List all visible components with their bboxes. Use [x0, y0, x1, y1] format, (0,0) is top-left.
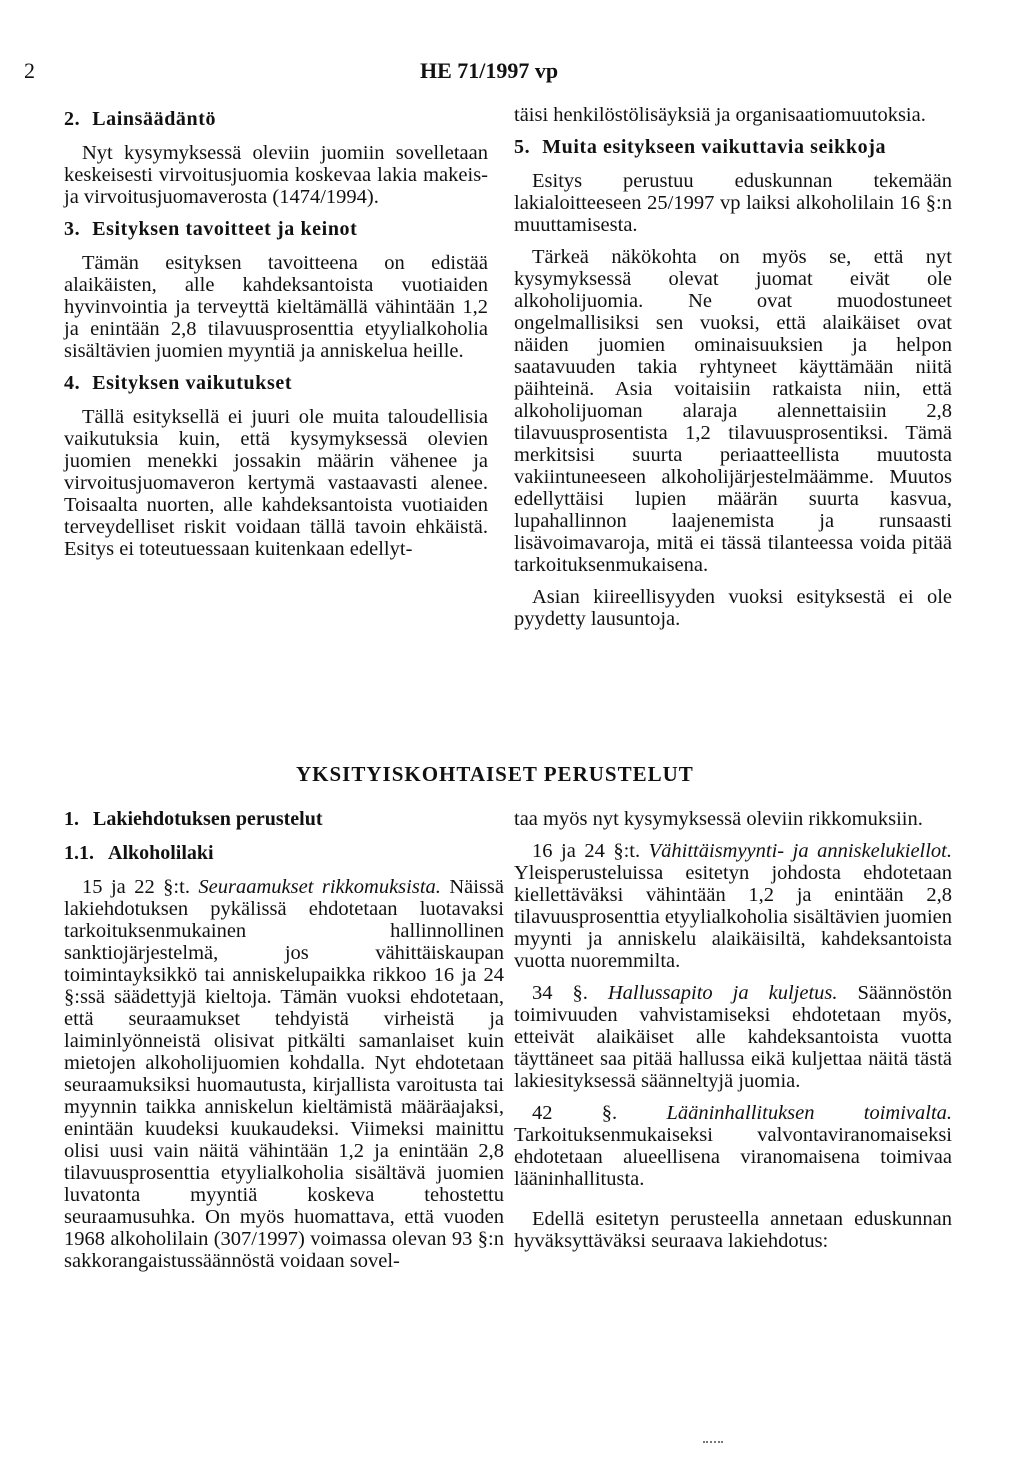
section-ref: 15 ja 22 §:t.	[82, 876, 190, 898]
paragraph-muita-2: Tärkeä näkökohta on myös se, että nyt kysymyksessä olevat juomat eivät ole alkoholijuomia. Ne ovat muodostuneet ongelmallisiksi sen vuoksi, että alaikäiset ovat näiden juomien ominaisuuksien ja helpon saatavuuden takia ryhtyneet käyttämään niitä päihteinä. Asia voitaisiin ratkaista niin, että alkoholijuoman alaraja alennettaisiin 2,8 tilavuusprosentista 1,2 tilavuusprosentiksi. Tämä merkitsisi suurta periaatteellista muutosta vakiintuneeseen alkoholijärjestelmäämme. Muutos edellyttäisi lupien määrän suurta kasvua, lupahallinnon laajenemista ja runsaasti lisävoimavaroja, mitä ei tässä tilanteessa voida pitää tarkoituksenmukaisena.	[514, 246, 952, 576]
paragraph-15-22-continued: taa myös nyt kysymyksessä oleviin rikkomuksiin.	[514, 808, 923, 830]
paragraph-text: Yleisperusteluissa esitetyn johdosta ehdotetaan kiellettäväksi vähintään 1,2 ja enintään 2,8 tilavuusprosenttia etyylialkoholia sisältävien juomien myynti ja anniskelu alaikäisiltä, kahdeksantoista vuotta nuoremmilta.	[514, 862, 952, 972]
paragraph-lainsaadanto: Nyt kysymyksessä oleviin juomiin sovelletaan keskeisesti virvoitusjuomia koskevaa lakia makeis- ja virvoitusjuomaverosta (1474/1994).	[64, 142, 488, 208]
section-caption: Lääninhallituksen toimivalta.	[666, 1102, 953, 1124]
paragraph-closing: Edellä esitetyn perusteella annetaan eduskunnan hyväksyttäväksi seuraava lakiehdotus:	[514, 1208, 952, 1252]
heading-number: 2.	[64, 108, 81, 130]
heading-text: Esityksen tavoitteet ja keinot	[92, 218, 358, 240]
section-title-yksityiskohtaiset: YKSITYISKOHTAISET PERUSTELUT	[296, 762, 694, 786]
heading-alkoholilaki	[64, 842, 504, 864]
heading-text: Muita esitykseen vaikuttavia seikkoja	[542, 136, 887, 158]
heading-number: 1.	[64, 808, 79, 830]
heading-text: Lainsäädäntö	[92, 108, 217, 130]
heading-number: 4.	[64, 372, 81, 394]
paragraph-15-22	[64, 876, 504, 1272]
paragraph-muita-1: Esitys perustuu eduskunnan tekemään lakialoitteeseen 25/1997 vp laiksi alkoholilain 16 §:n muuttamisesta.	[514, 170, 952, 236]
column-lower-left	[64, 808, 504, 1282]
paragraph-text: Näissä lakiehdotuksen pykälissä ehdotetaan luotavaksi tarkoituksenmukainen hallinnollinen sanktiojärjestelmä, jos vähittäiskaupan toimintayksikkö tai anniskelupaikka rikkoo 16 ja 24 §:ssä säädettyjä kieltoja. Tämän vuoksi ehdotetaan, että seuraamukset tehdyistä virheistä ja laiminlyönneistä olisivat pitkälti samanlaiset kuin mietojen alkoholijuomien kohdalla. Nyt ehdotetaan seuraamuksiksi huomautusta, kirjallista varoitusta tai myynnin taikka anniskelun kieltämistä määräajaksi, enintään kuudeksi kuukaudeksi. Viimeksi mainittu olisi uusi vain näitä vähintään 1,2 ja enintään 2,8 tilavuusprosenttia etyylialkoholia sisältävä juomien luvatonta myyntiä koskeva tehostettu seuraamusuhka. On myös huomattava, että vuoden 1968 alkoholilain (307/1997) voimassa olevan 93 §:n sakkorangaistussäännöstä voidaan sovel-	[64, 876, 505, 1272]
page-number: 2	[24, 58, 35, 83]
section-ref: 16 ja 24 §:t.	[532, 840, 641, 862]
paragraph-42	[514, 1102, 952, 1190]
heading-section-4	[64, 372, 488, 394]
heading-text: Esityksen vaikutukset	[92, 372, 293, 394]
paragraph-tavoitteet: Tämän esityksen tavoitteena on edistää alaikäisten, alle kahdeksantoista vuotiaiden hyvinvointia ja terveyttä kieltämällä vähintään 1,2 ja enintään 2,8 tilavuusprosenttia etyylialkoholia sisältävien juomien myyntiä ja anniskelua heille.	[64, 252, 488, 362]
paragraph-text: Tarkoituksenmukaiseksi valvontaviranomaiseksi ehdotetaan alueellisena viranomaisena toimivaa lääninhallitusta.	[514, 1124, 952, 1190]
heading-section-3	[64, 218, 488, 240]
heading-number: 5.	[514, 136, 531, 158]
running-title: HE 71/1997 vp	[420, 58, 559, 83]
heading-section-2	[64, 108, 488, 130]
heading-lakiehdotuksen-perustelut	[64, 808, 504, 830]
heading-number: 1.1.	[64, 842, 94, 864]
paragraph-muita-3: Asian kiireellisyyden vuoksi esityksestä ei ole pyydetty lausuntoja.	[514, 586, 952, 630]
paragraph-vaikutukset-continued: täisi henkilöstölisäyksiä ja organisaatiomuutoksia.	[514, 104, 926, 126]
footer-dotted-mark	[703, 1441, 723, 1445]
column-upper-left	[64, 108, 488, 570]
paragraph-text: Säännöstön toimivuuden vahvistamiseksi ehdotetaan myös, etteivät alaikäiset alle kahdeksantoista vuotta täyttäneet saa pitää hallussa eikä kuljettaa näitä tästä lakiesityksessä säänneltyjä juomia.	[514, 982, 953, 1092]
section-caption: Hallussapito ja kuljetus.	[607, 982, 838, 1004]
heading-text: Lakiehdotuksen perustelut	[93, 808, 323, 830]
section-ref: 42 §.	[532, 1102, 618, 1124]
section-caption: Seuraamukset rikkomuksista.	[198, 876, 441, 898]
heading-text: Alkoholilaki	[108, 842, 214, 864]
paragraph-16-24	[514, 840, 952, 972]
column-upper-right	[514, 104, 952, 640]
section-ref: 34 §.	[532, 982, 588, 1004]
column-lower-right	[514, 808, 952, 1262]
heading-number: 3.	[64, 218, 81, 240]
paragraph-34	[514, 982, 952, 1092]
section-caption: Vähittäismyynti- ja anniskelukiellot.	[648, 840, 952, 862]
paragraph-vaikutukset: Tällä esityksellä ei juuri ole muita taloudellisia vaikutuksia kuin, että kysymyksessä olevien juomien menekki jossakin määrin vähenee ja virvoitusjuomaveron kertymä vastaavasti alenee. Toisaalta nuorten, alle kahdeksantoista vuotiaiden terveydelliset riskit voidaan tällä tavoin ehkäistä. Esitys ei toteutuessaan kuitenkaan edellyt-	[64, 406, 488, 560]
heading-section-5	[514, 136, 952, 158]
